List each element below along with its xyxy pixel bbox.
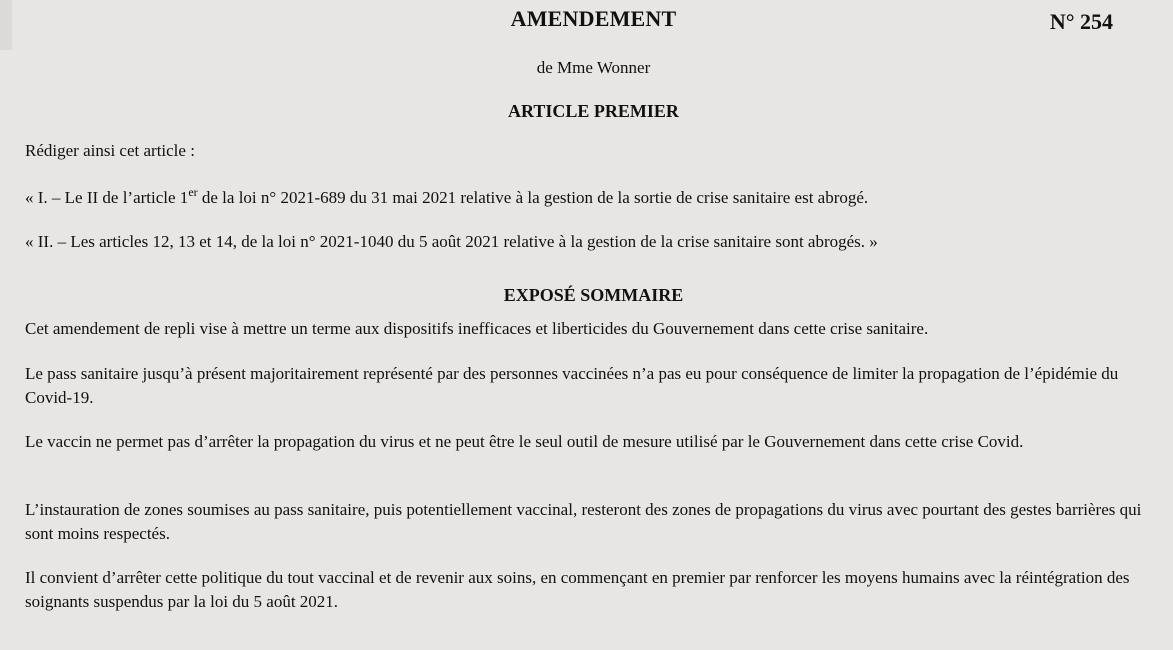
expose-heading: EXPOSÉ SOMMAIRE: [503, 285, 684, 305]
point-1-text-rest: de la loi n° 2021-689 du 31 mai 2021 relative à la gestion de la sortie de crise sanitaire est abrogé.: [197, 188, 869, 207]
expose-paragraph: Il convient d’arrêter cette politique du tout vaccinal et de revenir aux soins, en commençant en premier par renforcer les moyens humains avec la réintégration des soignants suspendus par la loi du 5 août 2021.: [25, 568, 1130, 611]
document-title: AMENDEMENT: [510, 6, 677, 31]
expose-paragraph: Le vaccin ne permet pas d’arrêter la propagation du virus et ne peut être le seul outil de mesure utilisé par le Gouvernement dans cette crise Covid.: [25, 432, 1024, 451]
amendment-number: N° 254: [1049, 9, 1113, 34]
amendment-author: de Mme Wonner: [536, 58, 651, 77]
expose-paragraph: Le pass sanitaire jusqu’à présent majoritairement représenté par des personnes vaccinées n’a pas eu pour conséquence de limiter la propagation de l’épidémie du Covid-19.: [25, 364, 1119, 407]
expose-paragraph: Cet amendement de repli vise à mettre un terme aux dispositifs inefficaces et liberticides du Gouvernement dans cette crise sanitaire.: [25, 319, 929, 338]
article-point-2: « II. – Les articles 12, 13 et 14, de la loi n° 2021-1040 du 5 août 2021 relative à la gestion de la crise sanitaire sont abrogés. »: [25, 232, 878, 251]
article-heading: ARTICLE PREMIER: [508, 101, 679, 121]
article-point-1: [25, 186, 1153, 210]
article-intro: Rédiger ainsi cet article :: [25, 141, 195, 160]
point-1-text: « I. – Le II de l’article 1: [25, 188, 189, 207]
point-1-superscript: er: [188, 185, 198, 199]
expose-paragraph: L’instauration de zones soumises au pass sanitaire, puis potentiellement vaccinal, resteront des zones de propagations du virus avec pourtant des gestes barrières qui sont moins respectés.: [25, 500, 1142, 543]
